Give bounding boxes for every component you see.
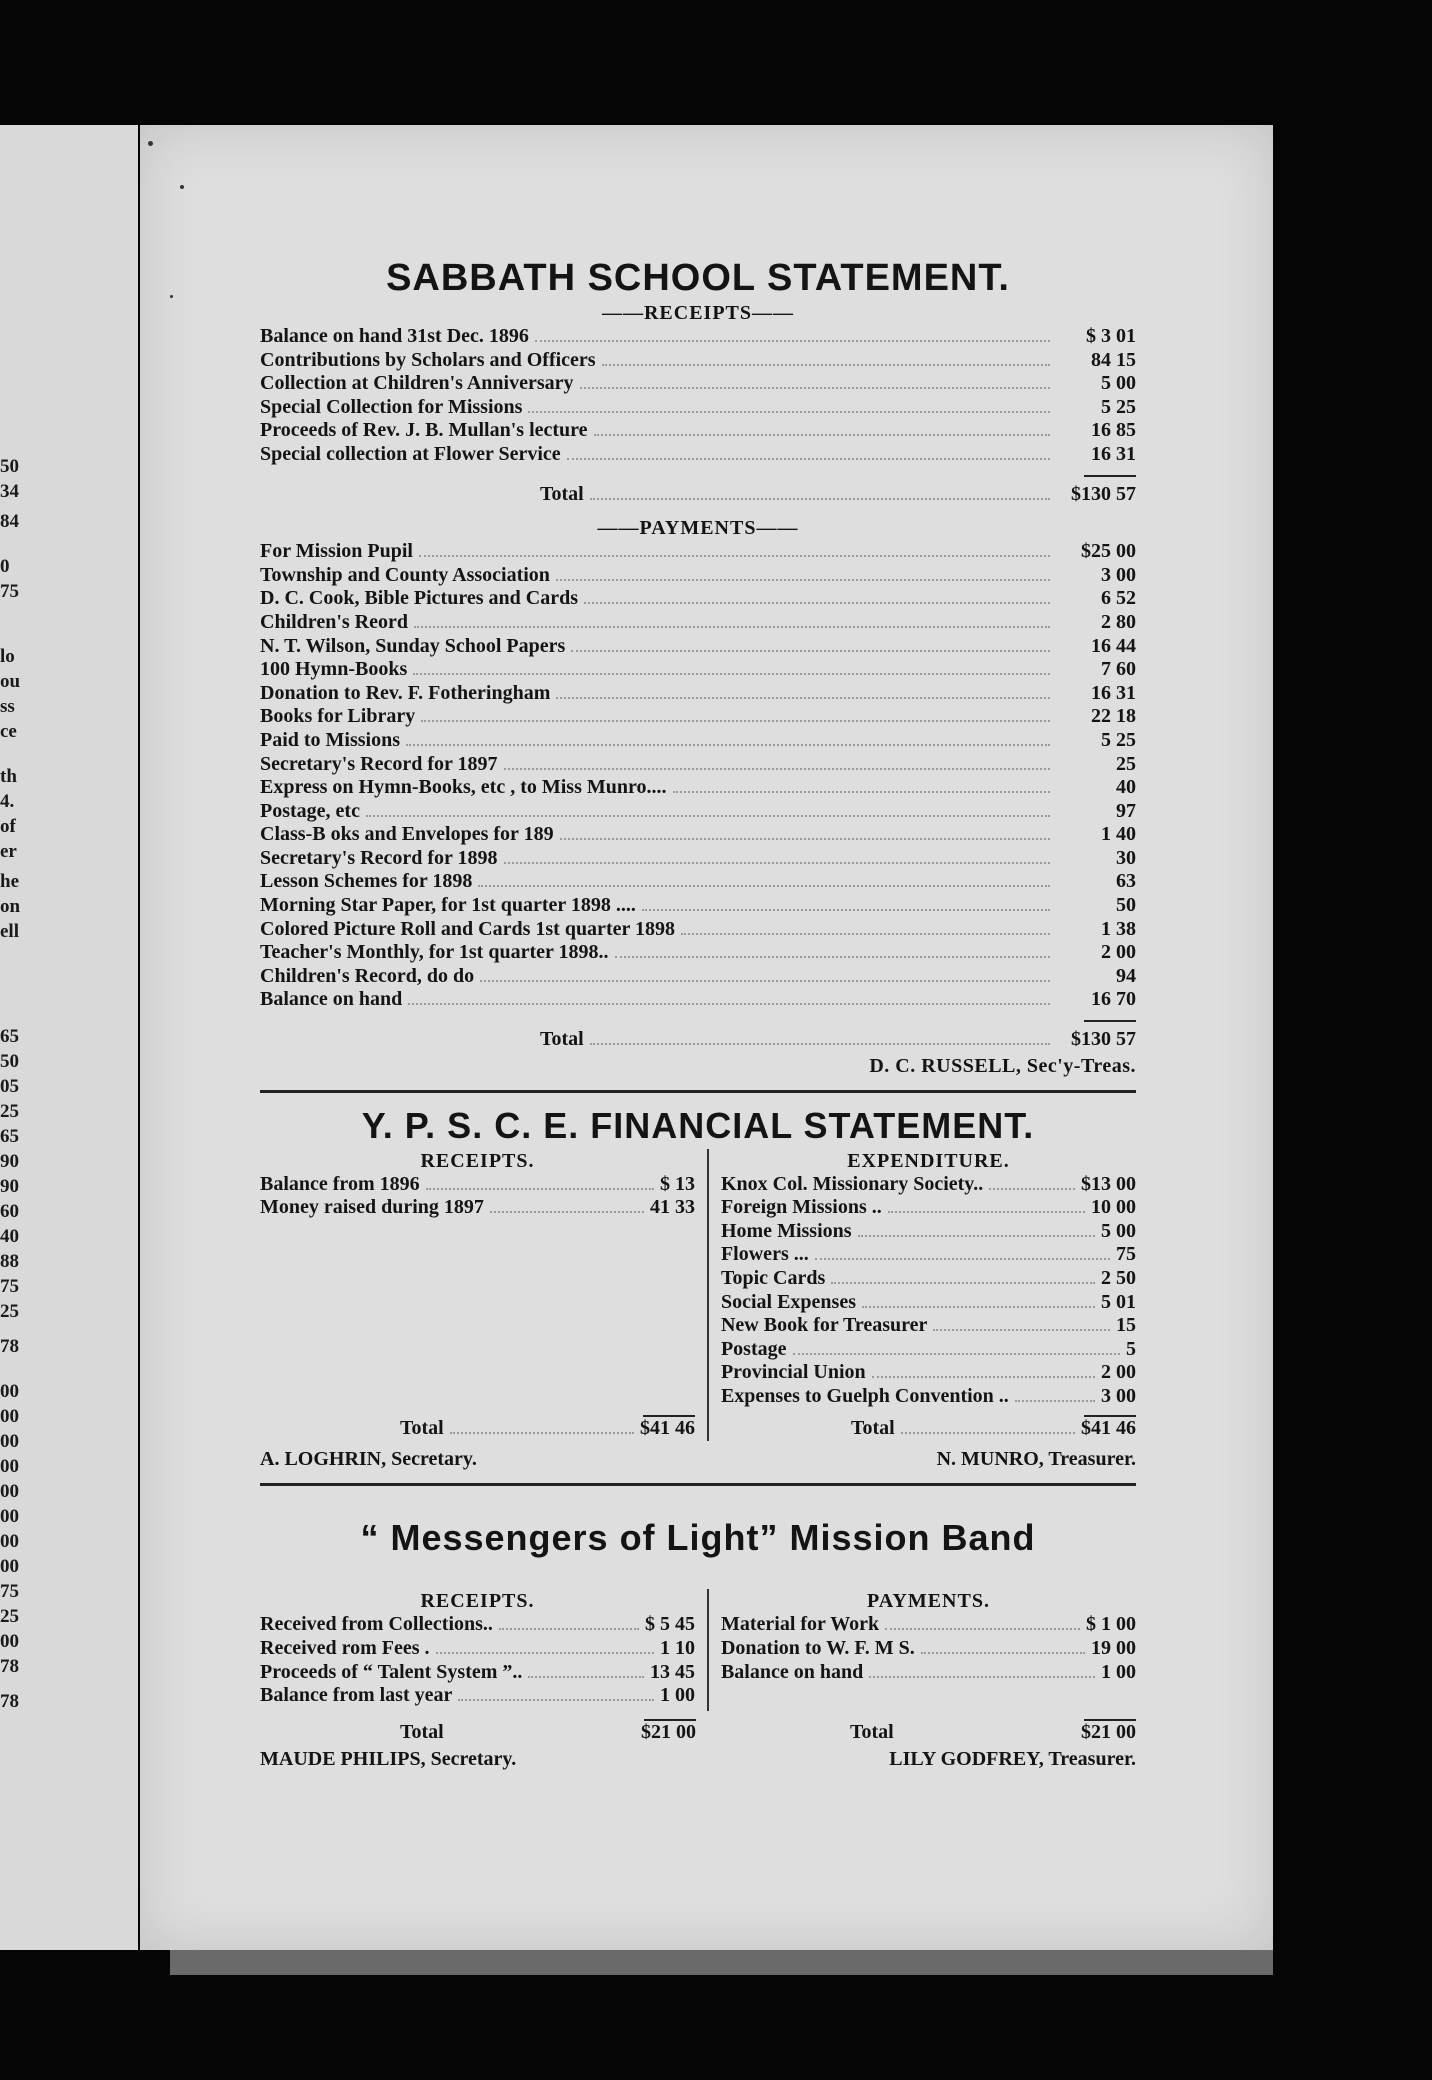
margin-figure: 00 xyxy=(0,1531,19,1552)
line-item xyxy=(260,1173,695,1197)
line-item xyxy=(260,419,1136,443)
margin-figure: 78 xyxy=(0,1691,19,1712)
ypsce-receipts-total-block xyxy=(260,1407,695,1441)
line-item-label: Foreign Missions .. xyxy=(720,1196,882,1219)
line-item-amount: 63 xyxy=(1116,870,1136,893)
sabbath-receipts-list xyxy=(260,325,1136,467)
leader-dots xyxy=(458,1699,654,1701)
line-item-label: Contributions by Scholars and Officers xyxy=(260,348,596,371)
margin-figure: of xyxy=(0,816,16,837)
line-item-amount: 3 00 xyxy=(1101,563,1136,586)
total-label: Total xyxy=(850,1721,894,1744)
line-item-label: Special collection at Flower Service xyxy=(260,442,561,465)
band-columns xyxy=(260,1589,1136,1711)
line-item xyxy=(260,894,1136,918)
leader-dots xyxy=(862,1306,1095,1308)
margin-figure: 34 xyxy=(0,481,19,502)
band-payments-total-block xyxy=(708,1711,1136,1745)
leader-dots xyxy=(580,387,1050,389)
line-item-amount: 2 00 xyxy=(1101,1361,1136,1384)
total-rule xyxy=(1084,475,1136,477)
leader-dots xyxy=(556,579,1050,581)
margin-figure: 78 xyxy=(0,1656,19,1677)
ypsce-expenditure-column xyxy=(709,1149,1136,1441)
line-item-label: D. C. Cook, Bible Pictures and Cards xyxy=(260,587,578,610)
margin-figure: 00 xyxy=(0,1381,19,1402)
line-item-label: Balance from 1896 xyxy=(260,1172,420,1195)
line-item xyxy=(260,396,1136,420)
line-item xyxy=(721,1314,1136,1338)
line-item xyxy=(260,682,1136,706)
line-item-amount: 6 52 xyxy=(1101,587,1136,610)
leader-dots xyxy=(478,885,1050,887)
margin-figure: 25 xyxy=(0,1301,19,1322)
line-item xyxy=(260,918,1136,942)
ypsce-receipts-total xyxy=(260,1417,695,1441)
margin-figure: 88 xyxy=(0,1251,19,1272)
leader-dots xyxy=(594,434,1050,436)
margin-figure: on xyxy=(0,896,21,917)
line-item-amount: $13 00 xyxy=(1081,1172,1136,1195)
margin-figure: lo xyxy=(0,646,15,667)
leader-dots xyxy=(590,498,1050,500)
sabbath-signature: D. C. RUSSELL, Sec'y-Treas. xyxy=(869,1054,1136,1077)
line-item-amount: 84 15 xyxy=(1091,348,1136,371)
print-speck xyxy=(180,185,184,189)
line-item-amount: 5 xyxy=(1126,1337,1136,1360)
leader-dots xyxy=(535,340,1050,342)
band-secretary: MAUDE PHILIPS, Secretary. xyxy=(260,1747,517,1770)
ypsce-statement xyxy=(260,1103,1136,1473)
line-item-label: Colored Picture Roll and Cards 1st quarter 1898 xyxy=(260,917,675,940)
line-item-label: Balance on hand xyxy=(720,1660,864,1683)
margin-figure: 84 xyxy=(0,511,19,532)
line-item-label: Express on Hymn-Books, etc , to Miss Munro.... xyxy=(260,776,667,799)
line-item xyxy=(260,705,1136,729)
line-item-label: Balance on hand 31st Dec. 1896 xyxy=(260,325,529,347)
line-item-amount: 5 25 xyxy=(1101,395,1136,418)
line-item xyxy=(260,349,1136,373)
leader-dots xyxy=(602,364,1050,366)
line-item xyxy=(721,1338,1136,1362)
leader-dots xyxy=(1015,1400,1095,1402)
line-item-label: Secretary's Record for 1898 xyxy=(260,846,498,869)
line-item-amount: 2 80 xyxy=(1101,610,1136,633)
line-item xyxy=(260,372,1136,396)
line-item-label: Social Expenses xyxy=(720,1290,856,1313)
line-item xyxy=(260,870,1136,894)
margin-figure: 00 xyxy=(0,1506,19,1527)
leader-dots xyxy=(426,1188,654,1190)
line-item-amount: 19 00 xyxy=(1091,1636,1136,1659)
band-receipts-total xyxy=(260,1721,708,1745)
line-item xyxy=(260,443,1136,467)
leader-dots xyxy=(504,768,1050,770)
line-item-label: Material for Work xyxy=(720,1613,880,1636)
margin-figure: ce xyxy=(0,721,17,742)
ypsce-expenditure-list xyxy=(721,1173,1136,1409)
line-item-label: Proceeds of Rev. J. B. Mullan's lecture xyxy=(260,419,588,442)
margin-figure: ou xyxy=(0,671,21,692)
line-item-label: Collection at Children's Anniversary xyxy=(260,372,574,395)
ypsce-receipts-column xyxy=(260,1149,709,1441)
line-item-amount: $25 00 xyxy=(1081,540,1136,563)
leader-dots xyxy=(933,1329,1110,1331)
line-item-label: Paid to Missions xyxy=(260,728,401,751)
sabbath-receipts-total xyxy=(260,483,1136,507)
leader-dots xyxy=(615,956,1050,958)
line-item xyxy=(260,1684,695,1708)
leader-dots xyxy=(888,1211,1085,1213)
margin-figure: 05 xyxy=(0,1076,19,1097)
line-item-label: 100 Hymn-Books xyxy=(260,658,408,681)
leader-dots xyxy=(419,555,1050,557)
margin-figure: er xyxy=(0,841,17,862)
line-item-label: Balance from last year xyxy=(260,1684,453,1707)
line-item-amount: $ 3 01 xyxy=(1086,325,1136,347)
total-rule xyxy=(1084,1020,1136,1022)
leader-dots xyxy=(681,933,1050,935)
margin-figure: 90 xyxy=(0,1176,19,1197)
margin-figure: 0 xyxy=(0,556,10,577)
line-item-label: N. T. Wilson, Sunday School Papers xyxy=(260,634,566,657)
line-item-amount: 30 xyxy=(1116,846,1136,869)
line-item xyxy=(721,1173,1136,1197)
leader-dots xyxy=(556,697,1050,699)
document-page xyxy=(140,125,1273,1950)
line-item-amount: 75 xyxy=(1116,1243,1136,1266)
margin-figure: 50 xyxy=(0,1051,19,1072)
line-item-amount: 7 60 xyxy=(1101,658,1136,681)
leader-dots xyxy=(590,1043,1050,1045)
leader-dots xyxy=(413,673,1050,675)
ypsce-receipts-heading: RECEIPTS. xyxy=(420,1149,535,1172)
line-item xyxy=(260,1196,695,1220)
line-item-label: Teacher's Monthly, for 1st quarter 1898.. xyxy=(260,941,609,964)
band-receipts-list xyxy=(260,1613,695,1707)
line-item-amount: 5 00 xyxy=(1101,372,1136,395)
ypsce-expenditure-total-block xyxy=(721,1407,1136,1441)
line-item xyxy=(721,1613,1136,1637)
band-totals xyxy=(260,1711,1136,1745)
line-item-amount: 16 70 xyxy=(1091,988,1136,1011)
line-item-amount: 16 31 xyxy=(1091,442,1136,465)
page-bottom-edge xyxy=(170,1950,1273,1975)
line-item-amount: 5 25 xyxy=(1101,728,1136,751)
ypsce-title: Y. P. S. C. E. FINANCIAL STATEMENT. xyxy=(361,1104,1035,1146)
leader-dots xyxy=(366,815,1050,817)
line-item xyxy=(721,1661,1136,1685)
line-item xyxy=(260,325,1136,349)
line-item xyxy=(721,1196,1136,1220)
line-item-amount: 41 33 xyxy=(649,1196,695,1219)
ypsce-columns xyxy=(260,1149,1136,1441)
line-item xyxy=(721,1361,1136,1385)
sabbath-payments-total xyxy=(260,1028,1136,1052)
line-item-amount: 1 10 xyxy=(659,1636,695,1659)
line-item-label: Proceeds of “ Talent System ”.. xyxy=(260,1660,523,1683)
leader-dots xyxy=(921,1652,1085,1654)
line-item-amount: 1 40 xyxy=(1101,823,1136,846)
leader-dots xyxy=(490,1211,644,1213)
line-item xyxy=(260,776,1136,800)
line-item-label: Provincial Union xyxy=(720,1361,866,1384)
leader-dots xyxy=(567,458,1050,460)
line-item-label: Postage xyxy=(720,1337,787,1360)
leader-dots xyxy=(406,744,1050,746)
ypsce-treasurer: N. MUNRO, Treasurer. xyxy=(936,1447,1136,1470)
margin-figure: 60 xyxy=(0,1201,19,1222)
line-item-amount: 15 xyxy=(1116,1314,1136,1337)
margin-figure: 00 xyxy=(0,1406,19,1427)
leader-dots xyxy=(560,838,1050,840)
line-item-label: For Mission Pupil xyxy=(260,540,413,563)
line-item-amount: 50 xyxy=(1116,894,1136,917)
leader-dots xyxy=(831,1282,1095,1284)
print-speck xyxy=(170,295,173,298)
print-speck xyxy=(148,141,153,146)
total-label: Total xyxy=(400,1417,444,1440)
margin-figure: 00 xyxy=(0,1431,19,1452)
line-item-label: Lesson Schemes for 1898 xyxy=(260,870,473,893)
line-item-label: Children's Reord xyxy=(260,610,408,633)
line-item-label: Donation to Rev. F. Fotheringham xyxy=(260,681,551,704)
leader-dots xyxy=(528,1676,644,1678)
leader-dots xyxy=(450,1432,634,1434)
margin-figure: 4. xyxy=(0,791,15,812)
band-payments-total xyxy=(708,1721,1136,1745)
margin-figure: 00 xyxy=(0,1556,19,1577)
margin-figure: th xyxy=(0,766,17,787)
leader-dots xyxy=(815,1258,1110,1260)
page-content xyxy=(260,255,1136,1773)
margin-figure: 00 xyxy=(0,1631,19,1652)
section-divider xyxy=(260,1483,1136,1486)
band-payments-list xyxy=(721,1613,1136,1684)
total-amount: $41 46 xyxy=(1081,1417,1136,1440)
line-item-label: Flowers ... xyxy=(720,1243,809,1266)
sabbath-school-title: SABBATH SCHOOL STATEMENT. xyxy=(386,257,1010,299)
band-receipts-heading: RECEIPTS. xyxy=(420,1590,535,1613)
line-item-amount: $ 13 xyxy=(659,1172,695,1195)
line-item-amount: 25 xyxy=(1116,752,1136,775)
line-item xyxy=(260,823,1136,847)
line-item-amount: 16 85 xyxy=(1091,419,1136,442)
line-item-label: Children's Record, do do xyxy=(260,964,475,987)
ypsce-expenditure-total xyxy=(721,1417,1136,1441)
ypsce-receipts-list xyxy=(260,1173,695,1220)
line-item-amount: 16 44 xyxy=(1091,634,1136,657)
leader-dots xyxy=(584,602,1050,604)
line-item-amount: $ 1 00 xyxy=(1086,1613,1136,1636)
leader-dots xyxy=(480,980,1050,982)
line-item-amount: 1 00 xyxy=(659,1684,695,1707)
line-item xyxy=(260,965,1136,989)
facing-page-edge xyxy=(0,125,138,1950)
line-item xyxy=(260,1661,695,1685)
line-item-label: Topic Cards xyxy=(720,1267,826,1289)
margin-figure: 75 xyxy=(0,1581,19,1602)
line-item xyxy=(260,658,1136,682)
line-item-amount: 2 50 xyxy=(1101,1267,1136,1289)
line-item xyxy=(260,635,1136,659)
line-item-amount: 1 00 xyxy=(1101,1660,1136,1683)
leader-dots xyxy=(528,411,1050,413)
line-item xyxy=(721,1385,1136,1409)
leader-dots xyxy=(901,1432,1075,1434)
line-item xyxy=(260,988,1136,1012)
margin-figure: ss xyxy=(0,696,15,717)
total-label: Total xyxy=(540,482,584,505)
ypsce-secretary: A. LOGHRIN, Secretary. xyxy=(260,1447,477,1470)
margin-figure: 25 xyxy=(0,1101,19,1122)
total-amount: $21 00 xyxy=(641,1721,696,1744)
margin-figure: 65 xyxy=(0,1126,19,1147)
leader-dots xyxy=(436,1652,654,1654)
line-item-label: Expenses to Guelph Convention .. xyxy=(720,1384,1009,1407)
sabbath-school-statement xyxy=(260,255,1136,1080)
total-amount: $41 46 xyxy=(639,1417,695,1440)
line-item-label: Money raised during 1897 xyxy=(260,1196,484,1219)
band-receipts-total-block xyxy=(260,1711,708,1745)
line-item-amount: 1 38 xyxy=(1101,917,1136,940)
line-item xyxy=(260,729,1136,753)
line-item-amount: 3 00 xyxy=(1101,1384,1136,1407)
line-item xyxy=(260,847,1136,871)
band-payments-heading: PAYMENTS. xyxy=(867,1590,990,1613)
margin-figure: he xyxy=(0,871,19,892)
margin-figure: 40 xyxy=(0,1226,19,1247)
line-item xyxy=(260,540,1136,564)
line-item-amount: 16 31 xyxy=(1091,681,1136,704)
line-item xyxy=(260,1613,695,1637)
line-item xyxy=(260,611,1136,635)
leader-dots xyxy=(414,626,1050,628)
line-item xyxy=(721,1220,1136,1244)
line-item-label: Secretary's Record for 1897 xyxy=(260,752,498,775)
line-item xyxy=(260,753,1136,777)
band-payments-column xyxy=(709,1589,1136,1711)
line-item-amount: 5 00 xyxy=(1101,1219,1136,1242)
line-item-amount: $ 5 45 xyxy=(644,1613,695,1636)
leader-dots xyxy=(499,1628,639,1630)
total-amount: $21 00 xyxy=(1081,1721,1136,1744)
leader-dots xyxy=(421,720,1050,722)
leader-dots xyxy=(408,1003,1050,1005)
line-item xyxy=(721,1291,1136,1315)
leader-dots xyxy=(872,1376,1095,1378)
margin-figure: 75 xyxy=(0,581,19,602)
line-item-amount: 97 xyxy=(1116,799,1136,822)
line-item xyxy=(260,941,1136,965)
line-item xyxy=(721,1267,1136,1291)
total-label: Total xyxy=(850,1417,895,1440)
line-item xyxy=(721,1637,1136,1661)
line-item-amount: 13 45 xyxy=(649,1660,695,1683)
margin-figure: ell xyxy=(0,921,19,942)
band-treasurer: LILY GODFREY, Treasurer. xyxy=(889,1747,1136,1770)
line-item-label: Special Collection for Missions xyxy=(260,395,523,418)
sabbath-receipts-heading: ——RECEIPTS—— xyxy=(601,302,795,324)
line-item-amount: 2 00 xyxy=(1101,941,1136,964)
line-item-label: Home Missions xyxy=(720,1219,852,1242)
line-item-label: Balance on hand xyxy=(260,988,403,1011)
band-signatures xyxy=(260,1745,1136,1773)
line-item-amount: 10 00 xyxy=(1091,1196,1136,1219)
leader-dots xyxy=(504,862,1050,864)
line-item xyxy=(721,1243,1136,1267)
ypsce-expenditure-heading: EXPENDITURE. xyxy=(847,1149,1010,1172)
margin-figure: 00 xyxy=(0,1456,19,1477)
margin-figure: 78 xyxy=(0,1336,19,1357)
line-item-label: Received from Collections.. xyxy=(260,1613,493,1636)
margin-figure: 90 xyxy=(0,1151,19,1172)
leader-dots xyxy=(858,1235,1095,1237)
section-divider xyxy=(260,1090,1136,1093)
line-item-label: Donation to W. F. M S. xyxy=(720,1636,915,1659)
mission-band-statement xyxy=(260,1516,1136,1773)
band-receipts-column xyxy=(260,1589,709,1711)
leader-dots xyxy=(793,1353,1120,1355)
line-item xyxy=(260,1637,695,1661)
leader-dots xyxy=(989,1188,1075,1190)
line-item-amount: 22 18 xyxy=(1091,705,1136,728)
line-item-label: New Book for Treasurer xyxy=(720,1314,928,1337)
margin-figure: 50 xyxy=(0,456,19,477)
ypsce-signatures xyxy=(260,1441,1136,1473)
leader-dots xyxy=(571,650,1050,652)
sabbath-payments-heading: ——PAYMENTS—— xyxy=(597,517,799,540)
leader-dots xyxy=(673,791,1050,793)
line-item-label: Township and County Association xyxy=(260,563,550,586)
total-amount: $130 57 xyxy=(1071,482,1136,505)
total-amount: $130 57 xyxy=(1071,1028,1136,1051)
line-item-label: Knox Col. Missionary Society.. xyxy=(720,1172,984,1195)
line-item-amount: 40 xyxy=(1116,776,1136,799)
line-item-label: Postage, etc xyxy=(260,799,360,822)
line-item-label: Class-B oks and Envelopes for 189 xyxy=(260,823,554,846)
mission-band-title: “ Messengers of Light” Mission Band xyxy=(360,1516,1036,1558)
line-item-amount: 5 01 xyxy=(1101,1290,1136,1313)
leader-dots xyxy=(885,1628,1080,1630)
margin-figure: 65 xyxy=(0,1026,19,1047)
leader-dots xyxy=(642,909,1050,911)
line-item-label: Received rom Fees . xyxy=(260,1636,430,1659)
line-item xyxy=(260,564,1136,588)
total-label: Total xyxy=(540,1028,584,1051)
line-item-label: Morning Star Paper, for 1st quarter 1898 .... xyxy=(260,894,636,917)
line-item xyxy=(260,800,1136,824)
line-item-amount: 94 xyxy=(1116,964,1136,987)
sabbath-payments-list xyxy=(260,540,1136,1012)
margin-figure: 75 xyxy=(0,1276,19,1297)
line-item-label: Books for Library xyxy=(260,705,416,728)
total-label: Total xyxy=(400,1721,444,1744)
line-item xyxy=(260,587,1136,611)
margin-figure: 00 xyxy=(0,1481,19,1502)
leader-dots xyxy=(869,1676,1095,1678)
margin-figure: 25 xyxy=(0,1606,19,1627)
